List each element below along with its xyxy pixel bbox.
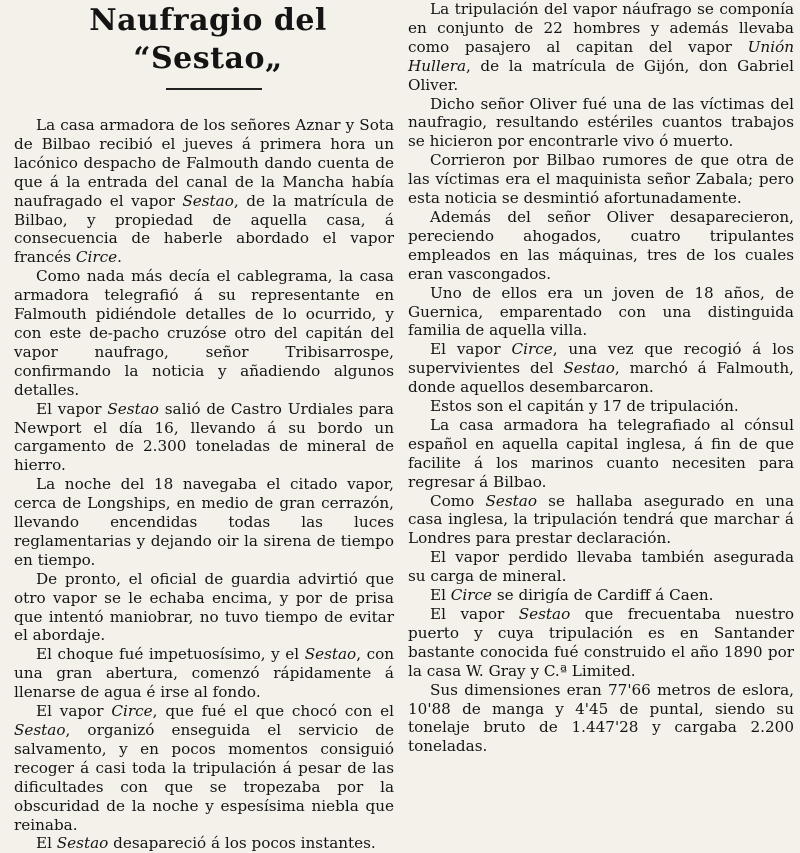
paragraph-text: se dirigía de Cardiff á Caen. — [492, 586, 714, 605]
italic-name: Circe — [450, 586, 493, 605]
italic-name: Circe — [111, 702, 153, 721]
article-paragraph — [14, 702, 394, 834]
italic-name: Sestao — [304, 645, 357, 664]
right-column — [408, 0, 794, 756]
right-column-body — [408, 0, 794, 756]
paragraph-text: La noche del 18 navegaba el citado vapor, cerca de Longships, en medio de gran cerrazón, llevando encendidas todas las luces reglamentarias y dejando oir la sirena de tiempo en tiempo. — [14, 475, 394, 569]
article-paragraph — [408, 95, 794, 152]
paragraph-text: Corrieron por Bilbao rumores de que otra de las víctimas era el maquinista señor Zabala; pero esta noticia se desmintió afortunadamente. — [408, 151, 794, 208]
paragraph-text: La casa armadora de los señores Aznar y Sota de Bilbao recibió el jueves á primera hora un lacónico despacho de Falmouth dando cuenta de que á la entrada del canal de la Mancha había naufragado el vapor — [14, 116, 394, 210]
paragraph-text: , marchó á Falmouth, donde aquellos desembarcaron. — [408, 359, 794, 397]
paragraph-text: Además del señor Oliver desaparecieron, pereciendo ahogados, cuatro tripulantes empleados en las máquinas, tres de los cuales eran vascongados. — [408, 207, 794, 283]
article-paragraph — [408, 605, 794, 681]
paragraph-text: El vapor perdido llevaba también asegurada su carga de mineral. — [408, 548, 794, 586]
article-paragraph — [408, 208, 794, 284]
paragraph-text: , de la matrícula de Bilbao, y propiedad de aquella casa, á consecuencia de haberle abordado el vapor francés — [14, 191, 394, 267]
italic-name: Circe — [511, 340, 553, 359]
italic-name: Sestao — [485, 491, 537, 510]
article-paragraph — [408, 0, 794, 95]
article-paragraph — [408, 492, 794, 549]
paragraph-text: , una vez que recogió á los supervivientes del — [408, 340, 794, 378]
paragraph-text: El vapor — [430, 340, 512, 359]
article-paragraph — [408, 151, 794, 208]
paragraph-text: , que fué el que chocó con el — [152, 702, 394, 721]
italic-name: Sestao — [563, 359, 615, 378]
article-paragraph — [408, 284, 794, 341]
left-column-body — [14, 116, 394, 853]
paragraph-text: El vapor — [430, 605, 519, 623]
paragraph-text: El — [36, 834, 57, 853]
paragraph-text: Sus dimensiones eran 77'66 metros de eslora, 10'88 de manga y 4'45 de puntal, siendo su tonelaje bruto de 1.447'28 y cargaba 2.200 toneladas. — [408, 680, 794, 756]
italic-name: Sestao — [56, 834, 109, 853]
paragraph-text: Como — [430, 491, 486, 510]
paragraph-text: El choque fué impetuosísimo, y el — [36, 645, 305, 664]
italic-name: Circe — [75, 248, 118, 267]
article-paragraph — [14, 645, 394, 702]
article-paragraph — [408, 586, 794, 605]
paragraph-text: Como nada más decía el cablegrama, la casa armadora telegrafió á su representante en Falmouth pidiéndole detalles de lo ocurrido, y con este de-pacho cruzóse otro del capitán del vapor naufrago, señor Tribisarrospe, confirmando la noticia y añadiendo algunos detalles. — [14, 267, 394, 399]
article-title: Naufragio del “Sestao„ — [89, 3, 327, 76]
paragraph-text: , de la matrícula de Gijón, don Gabriel Oliver. — [408, 56, 794, 94]
paragraph-text: El vapor — [36, 399, 108, 418]
article-paragraph — [408, 340, 794, 397]
italic-name: Sestao — [107, 399, 159, 418]
paragraph-text: El vapor — [36, 702, 112, 721]
article-paragraph — [408, 397, 794, 416]
italic-name: Sestao — [518, 605, 571, 623]
article-paragraph — [408, 416, 794, 492]
italic-name: Unión Hullera — [408, 37, 794, 75]
italic-name: Sestao — [14, 721, 66, 739]
paragraph-text: , con una gran abertura, comenzó rápidamente á llenarse de agua é irse al fondo. — [14, 645, 394, 702]
paragraph-text: desapareció á los pocos instantes. — [108, 834, 376, 853]
left-column — [14, 0, 394, 853]
paragraph-text: El — [430, 586, 451, 605]
article-paragraph — [14, 116, 394, 267]
paragraph-text: que frecuentaba nuestro puerto y cuya tripulación es en Santander bastante conocida fué construido el año 1890 por la casa W. Gray y C.ª Limited. — [408, 605, 794, 680]
paragraph-text: De pronto, el oficial de guardia advirtió que otro vapor se le echaba encima, y por de prisa que intentó maniobrar, no tuvo tiempo de evitar el abordaje. — [14, 569, 394, 645]
article-paragraph — [14, 267, 394, 399]
title-rule — [166, 88, 262, 90]
paragraph-text: . — [117, 248, 122, 267]
paragraph-text: Uno de ellos era un joven de 18 años, de Guernica, emparentado con una distinguida familia de aquella villa. — [408, 283, 794, 340]
article-paragraph — [14, 570, 394, 646]
article-paragraph — [14, 400, 394, 476]
paragraph-text: se hallaba asegurado en una casa inglesa, la tripulación tendrá que marchar á Londres para prestar declaración. — [408, 491, 794, 548]
article-paragraph — [408, 548, 794, 586]
paragraph-text: , organizó enseguida el servicio de salvamento, y en pocos momentos consiguió recoger á casi toda la tripulación á pesar de las dificultades con que se tropezaba por la obscuridad de la noche y espesísima niebla que reinaba. — [14, 721, 394, 834]
paragraph-text: salió de Castro Urdiales para Newport el día 16, llevando á su bordo un cargamento de 2.300 toneladas de mineral de hierro. — [14, 399, 394, 475]
italic-name: Sestao — [182, 191, 234, 210]
paragraph-text: La tripulación del vapor náufrago se componía en conjunto de 22 hombres y además llevaba como pasajero al capitan del vapor — [408, 0, 794, 56]
article-paragraph — [14, 834, 394, 853]
article-paragraph — [14, 475, 394, 570]
article-paragraph — [408, 681, 794, 757]
paragraph-text: La casa armadora ha telegrafiado al cónsul español en aquella capital inglesa, á fin de que facilite á los marinos cuanto necesiten para regresar á Bilbao. — [408, 415, 794, 491]
paragraph-text: Dicho señor Oliver fué una de las víctimas del naufragio, resultando estériles cuantos trabajos se hicieron por encontrarle vivo ó muerto. — [408, 94, 794, 151]
paragraph-text: Estos son el capitán y 17 de tripulación. — [430, 397, 739, 416]
